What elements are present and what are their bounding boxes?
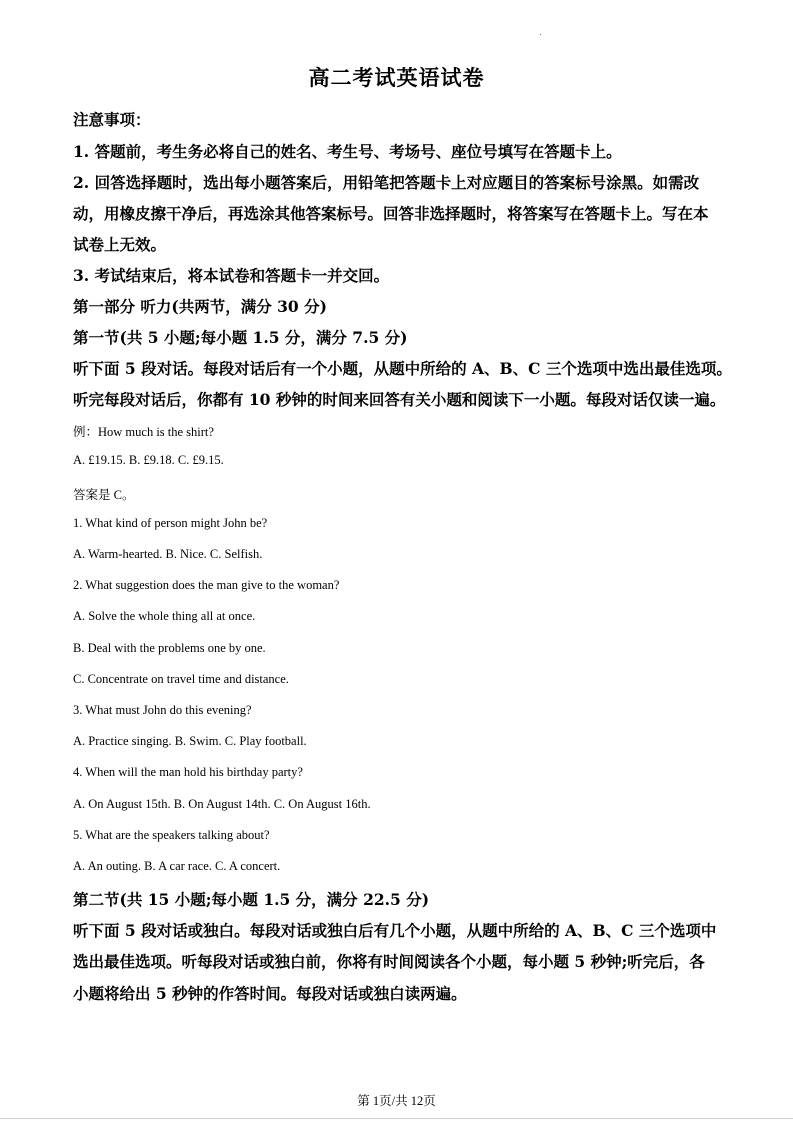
question-4: 4. When will the man hold his birthday party? xyxy=(73,765,303,779)
notice-item-2-line-2: 动，用橡皮擦干净后，再选涂其他答案标号。回答非选择题时，将答案写在答题卡上。写在本 xyxy=(73,204,709,223)
question-4-options: A. On August 15th. B. On August 14th. C. On August 16th. xyxy=(73,797,371,811)
question-1: 1. What kind of person might John be? xyxy=(73,516,268,530)
question-3-options: A. Practice singing. B. Swim. C. Play football. xyxy=(73,734,307,748)
notice-item-2-line-1: 2. 回答选择题时，选出每小题答案后，用铅笔把答题卡上对应题目的答案标号涂黑。如需改 xyxy=(73,173,700,192)
question-1-options: A. Warm-hearted. B. Nice. C. Selfish. xyxy=(73,547,263,561)
question-2-option-c: C. Concentrate on travel time and distance. xyxy=(73,672,289,686)
section2-instruction-line-3: 小题将给出 5 秒钟的作答时间。每段对话或独白读两遍。 xyxy=(73,984,467,1003)
page-footer: 第 1页/共 12页 xyxy=(357,1094,436,1108)
scan-dot xyxy=(540,34,541,35)
bottom-divider xyxy=(0,1118,793,1119)
question-2-option-a: A. Solve the whole thing all at once. xyxy=(73,609,256,623)
section2-instruction-line-2: 选出最佳选项。听每段对话或独白前，你将有时间阅读各个小题，每小题 5 秒钟;听完后，各 xyxy=(73,952,705,971)
page-title: 高二考试英语试卷 xyxy=(308,65,485,90)
part1-heading: 第一部分 听力(共两节，满分 30 分) xyxy=(73,297,327,316)
notice-item-3: 3. 考试结束后，将本试卷和答题卡一并交回。 xyxy=(73,266,390,285)
question-2-option-b: B. Deal with the problems one by one. xyxy=(73,641,266,655)
example-answer: 答案是 C。 xyxy=(73,488,135,502)
section1-instruction-line-1: 听下面 5 段对话。每段对话后有一个小题，从题中所给的 A、B、C 三个选项中选出最佳选项。 xyxy=(73,359,732,378)
notice-item-1: 1. 答题前，考生务必将自己的姓名、考生号、考场号、座位号填写在答题卡上。 xyxy=(73,142,622,161)
question-5-options: A. An outing. B. A car race. C. A concert. xyxy=(73,859,281,873)
example-options: A. £19.15. B. £9.18. C. £9.15. xyxy=(73,453,224,467)
example-question: 例：How much is the shirt? xyxy=(73,425,214,439)
section1-instruction-line-2: 听完每段对话后，你都有 10 秒钟的时间来回答有关小题和阅读下一小题。每段对话仅读一遍。 xyxy=(73,390,726,409)
section2-instruction-line-1: 听下面 5 段对话或独白。每段对话或独白后有几个小题，从题中所给的 A、B、C 三个选项中 xyxy=(73,921,717,940)
section2-heading: 第二节(共 15 小题;每小题 1.5 分，满分 22.5 分) xyxy=(73,890,430,909)
question-5: 5. What are the speakers talking about? xyxy=(73,828,270,842)
section1-heading: 第一节(共 5 小题;每小题 1.5 分，满分 7.5 分) xyxy=(73,328,408,347)
notice-item-2-line-3: 试卷上无效。 xyxy=(73,235,167,254)
question-3: 3. What must John do this evening? xyxy=(73,703,252,717)
notice-heading: 注意事项： xyxy=(73,110,151,129)
question-2: 2. What suggestion does the man give to the woman? xyxy=(73,578,340,592)
